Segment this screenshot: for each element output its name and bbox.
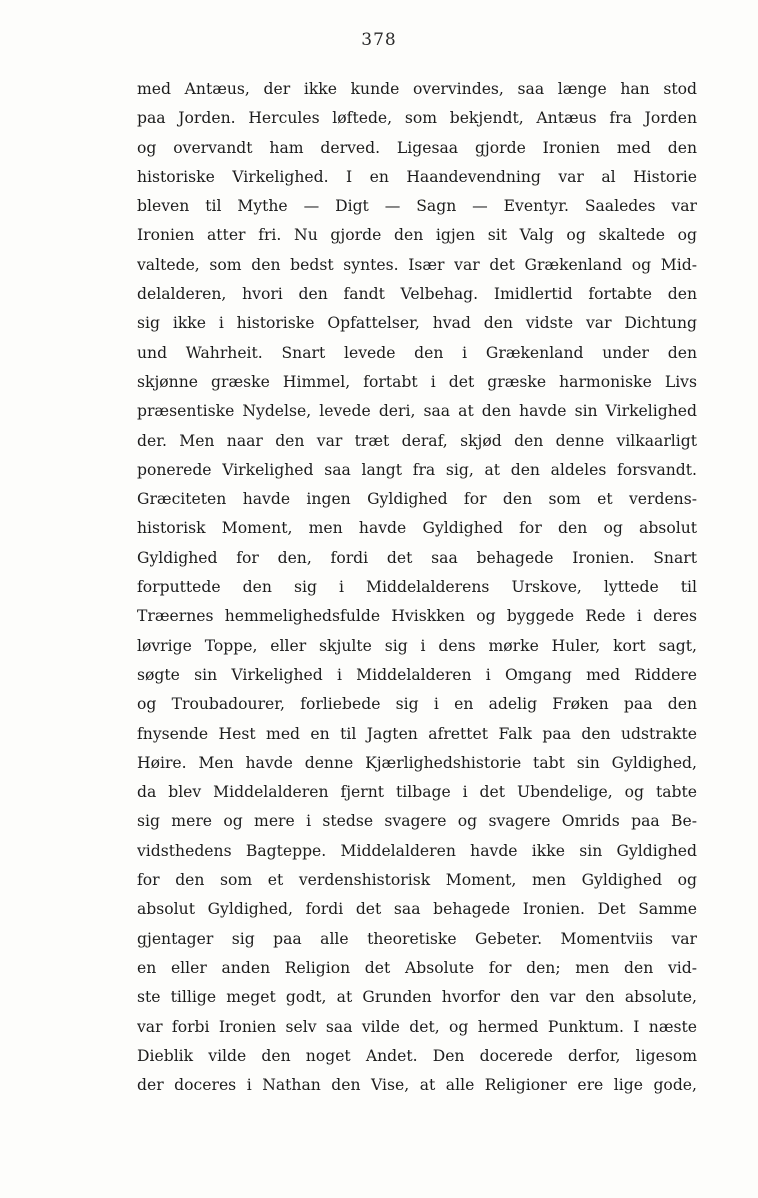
text-line: og Troubadourer, forliebede sig i en adelig Frøken paa den xyxy=(137,695,697,714)
text-line: der. Men naar den var træt deraf, skjød den denne vilkaarligt xyxy=(137,431,697,450)
text-line: for den som et verdenshistorisk Moment, men Gyldighed og xyxy=(137,871,697,890)
text-line: vidsthedens Bagteppe. Middelalderen havde ikke sin Gyldighed xyxy=(137,841,697,860)
text-line: der doceres i Nathan den Vise, at alle Religioner ere lige gode, xyxy=(137,1076,697,1095)
text-line: Gyldighed for den, fordi det saa behagede Ironien. Snart xyxy=(137,548,697,567)
text-line: paa Jorden. Hercules løftede, som bekjendt, Antæus fra Jorden xyxy=(137,109,697,128)
text-line: bleven til Mythe — Digt — Sagn — Eventyr. Saaledes var xyxy=(137,197,697,216)
text-line: delalderen, hvori den fandt Velbehag. Imidlertid fortabte den xyxy=(137,285,697,304)
text-line: valtede, som den bedst syntes. Især var det Grækenland og Mid- xyxy=(137,255,697,274)
text-line: gjentager sig paa alle theoretiske Gebeter. Momentviis var xyxy=(137,929,697,948)
text-line: Dieblik vilde den noget Andet. Den docerede derfor, ligesom xyxy=(137,1046,697,1065)
body-text xyxy=(137,75,697,1100)
text-line: Træernes hemmelighedsfulde Hviskken og byggede Rede i deres xyxy=(137,607,697,626)
text-line: ste tillige meget godt, at Grunden hvorfor den var den absolute, xyxy=(137,988,697,1007)
text-line: løvrige Toppe, eller skjulte sig i dens mørke Huler, kort sagt, xyxy=(137,636,697,655)
text-line: var forbi Ironien selv saa vilde det, og hermed Punktum. I næste xyxy=(137,1017,697,1036)
text-line: søgte sin Virkelighed i Middelalderen i Omgang med Riddere xyxy=(137,665,697,684)
text-line: sig ikke i historiske Opfattelser, hvad den vidste var Dichtung xyxy=(137,314,697,333)
text-line: Græciteten havde ingen Gyldighed for den som et verdens- xyxy=(137,490,697,509)
text-line: præsentiske Nydelse, levede deri, saa at den havde sin Virkelighed xyxy=(137,402,697,421)
text-line: og overvandt ham derved. Ligesaa gjorde Ironien med den xyxy=(137,138,697,157)
text-line: fnysende Hest med en til Jagten afrettet Falk paa den udstrakte xyxy=(137,724,697,743)
text-line: med Antæus, der ikke kunde overvindes, saa længe han stod xyxy=(137,80,697,98)
page-number: 378 xyxy=(361,30,397,50)
text-line: historisk Moment, men havde Gyldighed for den og absolut xyxy=(137,519,697,538)
text-line: en eller anden Religion det Absolute for den; men den vid- xyxy=(137,958,697,977)
text-line: Ironien atter fri. Nu gjorde den igjen sit Valg og skaltede og xyxy=(137,226,697,245)
text-line: ponerede Virkelighed saa langt fra sig, at den aldeles forsvandt. xyxy=(137,460,697,479)
text-line: skjønne græske Himmel, fortabt i det græske harmoniske Livs xyxy=(137,372,697,391)
text-line: historiske Virkelighed. I en Haandevendning var al Historie xyxy=(137,167,697,186)
text-line: sig mere og mere i stedse svagere og svagere Omrids paa Be- xyxy=(137,812,697,831)
text-line: Høire. Men havde denne Kjærlighedshistorie tabt sin Gyldighed, xyxy=(137,753,697,772)
text-line: absolut Gyldighed, fordi det saa behagede Ironien. Det Samme xyxy=(137,900,697,919)
text-line: forputtede den sig i Middelalderens Urskove, lyttede til xyxy=(137,578,697,597)
text-line: da blev Middelalderen fjernt tilbage i det Ubendelige, og tabte xyxy=(137,783,697,802)
text-line: und Wahrheit. Snart levede den i Grækenland under den xyxy=(137,343,697,362)
